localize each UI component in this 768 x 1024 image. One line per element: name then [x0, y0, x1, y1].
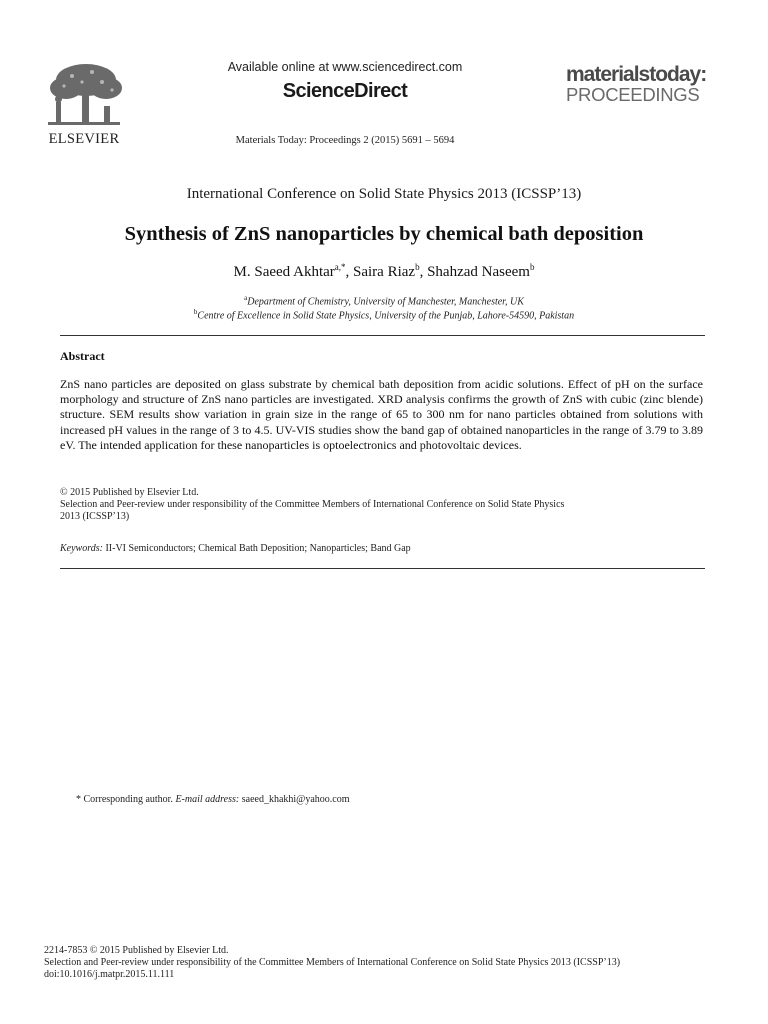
- keywords: [60, 543, 705, 554]
- author-affiliation-mark: b: [415, 262, 420, 272]
- peer-review-line-continued: 2013 (ICSSP’13): [60, 511, 130, 523]
- keywords-label: Keywords:: [60, 543, 103, 554]
- affiliation-mark: a: [244, 294, 248, 302]
- author-name: M. Saeed Akhtar: [233, 264, 335, 280]
- elsevier-wordmark: ELSEVIER: [48, 131, 120, 147]
- abstract-heading: Abstract: [60, 349, 105, 363]
- keywords-text: II-VI Semiconductors; Chemical Bath Deposition; Nanoparticles; Band Gap: [102, 543, 411, 554]
- divider-bottom: [60, 568, 705, 569]
- author-list: [0, 262, 768, 281]
- divider-top: [60, 335, 705, 336]
- journal-citation: Materials Today: Proceedings 2 (2015) 5691 – 5694: [235, 135, 455, 146]
- copyright-line: © 2015 Published by Elsevier Ltd.: [60, 487, 199, 498]
- paper-title: Synthesis of ZnS nanoparticles by chemical bath deposition: [124, 223, 644, 245]
- conference-name: International Conference on Solid State Physics 2013 (ICSSP’13): [186, 186, 582, 202]
- affiliation-text: Department of Chemistry, University of Manchester, Manchester, UK: [247, 296, 524, 308]
- copyright-block: [60, 487, 660, 524]
- affiliation-b: [0, 308, 768, 321]
- corresponding-prefix: * Corresponding author.: [76, 794, 176, 805]
- sciencedirect-wordmark: ScienceDirect: [282, 80, 408, 102]
- author-affiliation-mark: a,*: [334, 262, 346, 272]
- author-separator: ,: [345, 264, 354, 280]
- affiliation-mark: b: [193, 308, 198, 316]
- issn-line: 2214-7853 © 2015 Published by Elsevier Ltd.: [44, 945, 229, 956]
- journal-logo-line2: PROCEEDINGS: [566, 84, 700, 105]
- affiliation-text: Centre of Excellence in Solid State Physics, University of the Punjab, Lahore-54590, Pakistan: [197, 310, 575, 322]
- doi-link[interactable]: doi:10.1016/j.matpr.2015.11.111: [44, 969, 175, 981]
- author-separator: ,: [419, 264, 428, 280]
- author-affiliation-mark: b: [529, 262, 535, 272]
- email-address-link[interactable]: saeed_khakhi@yahoo.com: [239, 794, 350, 805]
- page-footer: [44, 945, 744, 982]
- author-name: Shahzad Naseem: [427, 264, 530, 280]
- peer-review-line: Selection and Peer-review under responsibility of the Committee Members of International Conference on Solid State Physics: [60, 499, 565, 511]
- materials-today-logo: [566, 64, 736, 104]
- journal-logo-line1: materialstoday:: [566, 63, 707, 86]
- footer-peer-review-line: Selection and Peer-review under responsibility of the Committee Members of International Conference on Solid State Physics 2013 (ICSSP’13): [44, 957, 621, 969]
- author-name: Saira Riaz: [353, 264, 416, 280]
- email-label: E-mail address:: [175, 794, 240, 805]
- elsevier-tree-logo-icon: [42, 62, 126, 132]
- available-online-link[interactable]: Available online at www.sciencedirect.com: [227, 60, 463, 74]
- abstract-text: ZnS nano particles are deposited on glass substrate by chemical bath deposition from acidic solutions. Effect of pH on the surface morphology and structure of ZnS nano particles are investigated. XRD analysis confirms the growth of ZnS with cubic (zinc blende) structure. SEM results show variation in grain size in the range of 65 to 300 nm for nano particles obtained from solutions with increased pH values in the range of 3 to 4.5. UV-VIS studies show the band gap of obtained nanoparticles in the range of 3.79 to 3.89 eV. The intended application for these nanoparticles is optoelectronics and photovoltaic devices.: [60, 377, 703, 452]
- affiliation-a: [0, 294, 768, 307]
- corresponding-author-note: [76, 794, 350, 805]
